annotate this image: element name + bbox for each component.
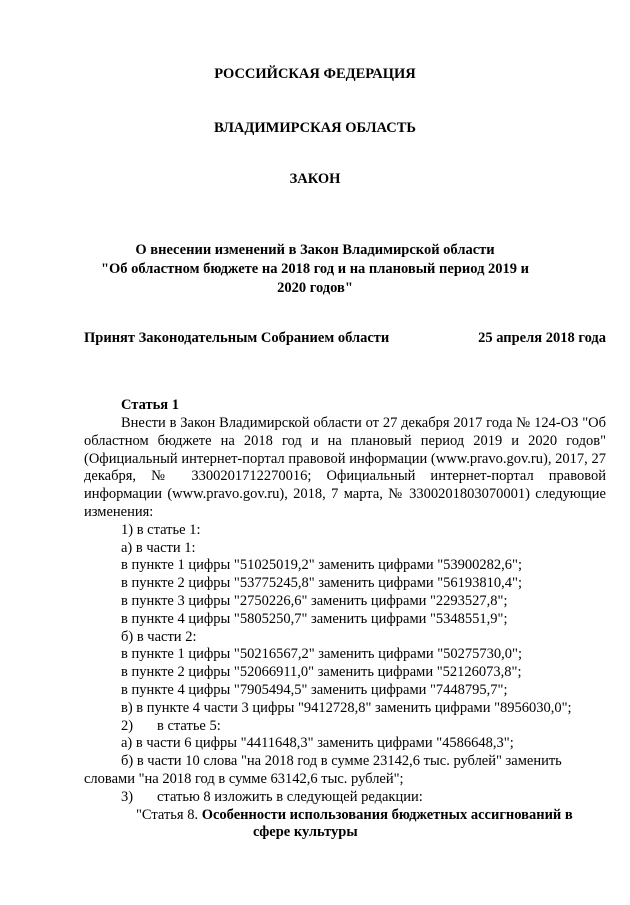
list-text: статью 8 изложить в следующей редакции:	[157, 788, 423, 805]
law-title-line: О внесении изменений в Закон Владимирской области	[135, 242, 495, 258]
accepted-line	[84, 330, 606, 347]
list-text: в статье 5:	[157, 717, 221, 734]
law-title-line: "Об областном бюджете на 2018 год и на плановый период 2019 и	[100, 261, 530, 277]
list-item: 1) в статье 1:	[121, 521, 201, 538]
article8-heading	[84, 807, 606, 843]
list-item: в пункте 2 цифры "52066911,0" заменить цифрами "52126073,8";	[121, 664, 522, 681]
accepted-by: Принят Законодательным Собранием области	[84, 330, 390, 346]
list-item: б) в части 2:	[121, 628, 197, 645]
article-heading: Статья 1	[121, 397, 179, 413]
article-body	[84, 415, 606, 842]
list-item-3	[84, 789, 606, 807]
list-item: в пункте 1 цифры "50216567,2" заменить цифрами "50275730,0";	[121, 646, 523, 663]
list-item: а) в части 1:	[121, 539, 196, 556]
list-item: в) в пункте 4 части 3 цифры "9412728,8" заменить цифрами "8956030,0";	[121, 699, 572, 716]
article8-title: Особенности использования бюджетных ассигнований в	[201, 806, 573, 823]
list-item: в пункте 3 цифры "2750226,6" заменить цифрами "2293527,8";	[121, 592, 508, 609]
list-item: в пункте 1 цифры "51025019,2" заменить цифрами "53900282,6";	[121, 557, 523, 574]
law-title-line: 2020 годов"	[277, 280, 353, 296]
list-item: в пункте 2 цифры "53775245,8" заменить цифрами "56193810,4";	[121, 575, 523, 592]
list-item: в пункте 4 цифры "5805250,7" заменить цифрами "5348551,9";	[121, 610, 508, 627]
list-number: 3)	[121, 788, 134, 805]
list-item-continuation: словами "на 2018 год в сумме 63142,6 тыс. рублей";	[84, 770, 404, 787]
header-region: ВЛАДИМИРСКАЯ ОБЛАСТЬ	[214, 120, 416, 136]
list-item: в пункте 4 цифры "7905494,5" заменить цифрами "7448795,7";	[121, 681, 508, 698]
header-federation: РОССИЙСКАЯ ФЕДЕРАЦИЯ	[214, 66, 416, 82]
article8-prefix: "Статья 8.	[136, 806, 199, 823]
list-number: 2)	[121, 717, 134, 734]
accepted-date: 25 апреля 2018 года	[478, 330, 606, 346]
header-doc-type: ЗАКОН	[289, 171, 341, 187]
article8-title-cont: сфере культуры	[253, 824, 358, 841]
list-item-2	[84, 718, 606, 736]
list-item: а) в части 6 цифры "4411648,3" заменить цифрами "4586648,3";	[121, 735, 514, 752]
list-item: б) в части 10 слова "на 2018 год в сумме 23142,6 тыс. рублей" заменить	[121, 753, 562, 770]
article-intro: Внести в Закон Владимирской области от 27 декабря 2017 года № 124-ОЗ "Об областном бюджете на 2018 год и на плановый период 2019 и 2020 годов" (Официальный интернет-портал правовой информации (www.pravo.gov.ru), 2017, 27 декабря, № 3300201712270016; Официальный интернет-портал правовой информации (www.pravo.gov.ru), 2018, 7 марта, № 3300201803070001) следующие изменения:	[84, 415, 606, 520]
law-title	[80, 241, 550, 298]
